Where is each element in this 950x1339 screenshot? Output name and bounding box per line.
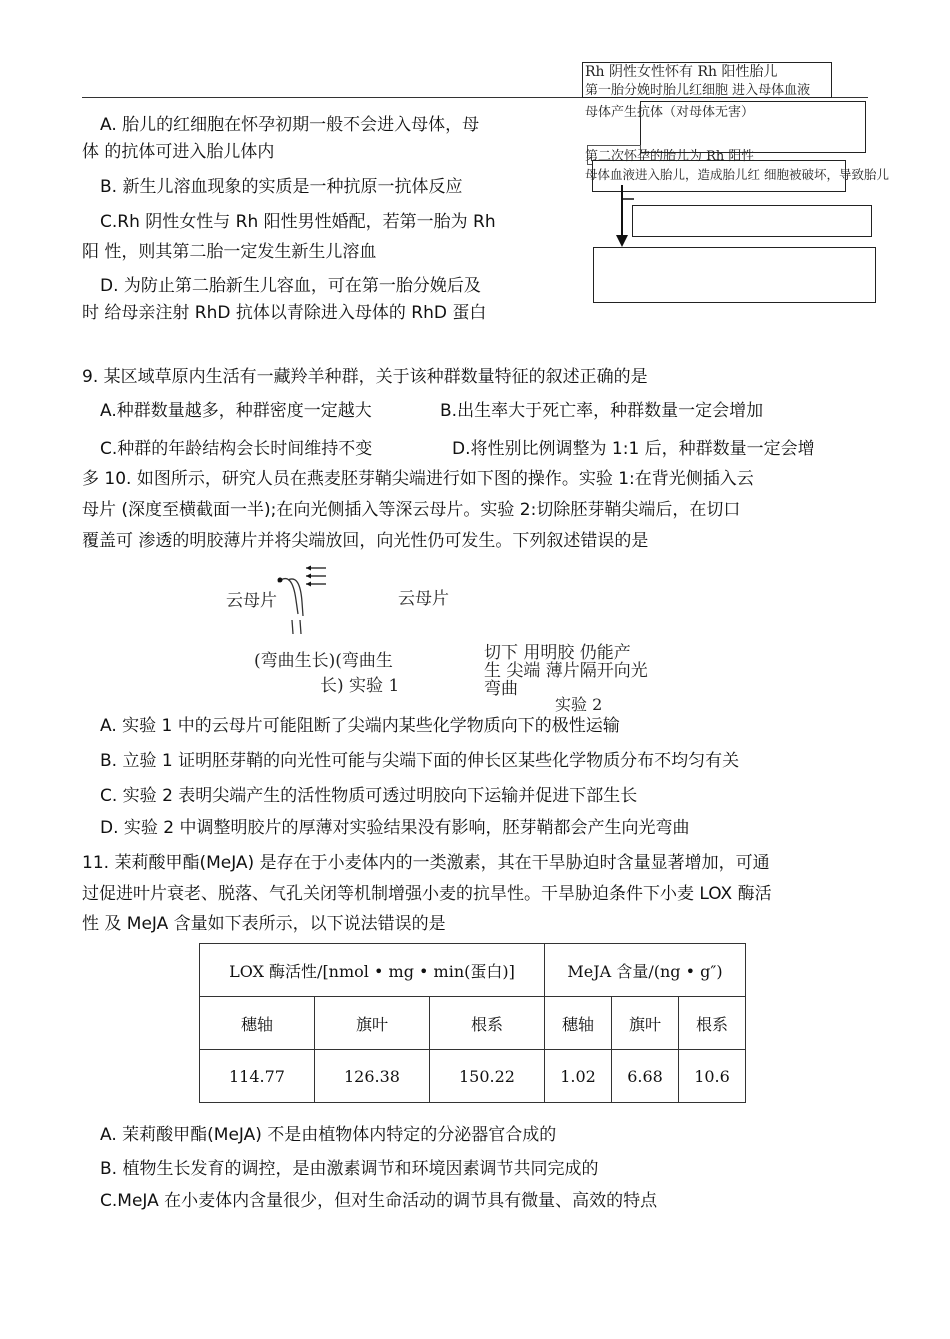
q10-stem-line3: 覆盖可 渗透的明胶薄片并将尖端放回，向光性仍可发生。下列叙述错误的是 xyxy=(82,531,649,551)
q10-option-b: B. 立验 1 证明胚芽鞘的向光性可能与尖端下面的伸长区某些化学物质分布不均匀有关 xyxy=(100,751,740,771)
exp1-caption-line1: (弯曲生长)(弯曲生 xyxy=(254,651,393,671)
q9-option-d: D.将性别比例调整为 1:1 后，种群数量一定会增 xyxy=(452,439,815,459)
table-header-lox: LOX 酶活性/[nmol • mg • min(蛋白)] xyxy=(200,944,545,997)
table-cell: 150.22 xyxy=(430,1050,545,1103)
q11-stem-line1: 11. 茉莉酸甲酯(MeJA) 是存在于小麦体内的一类激素，其在干旱胁迫时含量显著增加，可通 xyxy=(82,853,770,873)
exp2-label: 实验 2 xyxy=(555,695,603,714)
flow-text-5: 母体血液进入胎儿，造成胎儿红 细胞被破坏，导致胎儿 xyxy=(585,167,889,182)
q9-option-a: A.种群数量越多，种群密度一定越大 xyxy=(100,401,372,421)
q8-option-d-line1: D. 为防止第二胎新生儿容血，可在第一胎分娩后及 xyxy=(100,276,481,296)
q8-option-c-line2: 阳 性，则其第二胎一定发生新生儿溶血 xyxy=(82,242,377,262)
mica-label-right: 云母片 xyxy=(398,589,449,609)
exp2-caption-line1: 切下 用明胶 仍能产 xyxy=(484,643,631,663)
q8-option-c-line1: C.Rh 阴性女性与 Rh 阳性男性婚配，若第一胎为 Rh xyxy=(100,212,496,232)
q9-stem: 9. 某区域草原内生活有一藏羚羊种群，关于该种群数量特征的叙述正确的是 xyxy=(82,367,648,387)
q10-option-c: C. 实验 2 表明尖端产生的活性物质可透过明胶向下运输并促进下部生长 xyxy=(100,786,638,806)
flow-text-4: 第二次怀孕的胎儿为 Rh 阳性 xyxy=(585,149,755,164)
table-subheader: 穗轴 xyxy=(545,997,612,1050)
q8-option-d-line2: 时 给母亲注射 RhD 抗体以青除进入母体的 RhD 蛋白 xyxy=(82,303,487,323)
flow-box-5 xyxy=(632,205,872,237)
q10-stem-line1: 多 10. 如图所示，研究人员在燕麦胚芽鞘尖端进行如下图的操作。实验 1:在背光侧插入云 xyxy=(82,469,754,489)
q9-option-c: C.种群的年龄结构会长时间维持不变 xyxy=(100,439,373,459)
flow-arrow xyxy=(610,185,650,255)
q11-option-a: A. 茉莉酸甲酯(MeJA) 不是由植物体内特定的分泌器官合成的 xyxy=(100,1125,557,1145)
table-cell: 6.68 xyxy=(612,1050,679,1103)
table-subheader: 根系 xyxy=(430,997,545,1050)
lox-meja-table xyxy=(199,943,746,1103)
table-cell: 10.6 xyxy=(679,1050,746,1103)
exp2-caption-line2: 生 尖端 薄片隔开向光 xyxy=(484,661,648,681)
q8-option-a-line1: A. 胎儿的红细胞在怀孕初期一般不会进入母体，母 xyxy=(100,115,480,135)
q11-option-c: C.MeJA 在小麦体内含量很少，但对生命活动的调节具有微量、高效的特点 xyxy=(100,1191,658,1211)
flow-text-2: 第一胎分娩时胎儿红细胞 进入母体血液 xyxy=(585,83,811,98)
coleoptile-drawing xyxy=(270,560,340,640)
table-header-meja: MeJA 含量/(ng • g″) xyxy=(545,944,746,997)
q11-stem-line2: 过促进叶片衰老、脱落、气孔关闭等机制增强小麦的抗旱性。干旱胁迫条件下小麦 LOX 酶活 xyxy=(82,884,772,904)
table-subheader: 穗轴 xyxy=(200,997,315,1050)
exp2-caption-line3: 弯曲 xyxy=(484,679,518,699)
table-cell: 126.38 xyxy=(315,1050,430,1103)
table-subheader: 根系 xyxy=(679,997,746,1050)
flow-box-6 xyxy=(593,247,876,303)
q11-option-b: B. 植物生长发育的调控，是由激素调节和环境因素调节共同完成的 xyxy=(100,1159,599,1179)
q10-option-d: D. 实验 2 中调整明胶片的厚薄对实验结果没有影响，胚芽鞘都会产生向光弯曲 xyxy=(100,818,690,838)
exp1-caption-line2: 长) 实验 1 xyxy=(320,676,400,696)
q11-stem-line3: 性 及 MeJA 含量如下表所示，以下说法错误的是 xyxy=(82,914,446,934)
table-cell: 114.77 xyxy=(200,1050,315,1103)
table-subheader: 旗叶 xyxy=(612,997,679,1050)
table-cell: 1.02 xyxy=(545,1050,612,1103)
q10-stem-line2: 母片 (深度至横截面一半);在向光侧插入等深云母片。实验 2:切除胚芽鞘尖端后，在切口 xyxy=(82,500,741,520)
table-subheader: 旗叶 xyxy=(315,997,430,1050)
q10-option-a: A. 实验 1 中的云母片可能阻断了尖端内某些化学物质向下的极性运输 xyxy=(100,716,620,736)
q8-option-b: B. 新生儿溶血现象的实质是一种抗原一抗体反应 xyxy=(100,177,463,197)
q9-option-b: B.出生率大于死亡率，种群数量一定会增加 xyxy=(440,401,764,421)
flow-text-1: Rh 阴性女性怀有 Rh 阳性胎儿 xyxy=(585,64,778,80)
flow-text-3: 母体产生抗体（对母体无害） xyxy=(585,105,755,120)
q8-option-a-line2: 体 的抗体可进入胎儿体内 xyxy=(82,142,275,162)
mica-label-left: 云母片 xyxy=(226,591,277,611)
